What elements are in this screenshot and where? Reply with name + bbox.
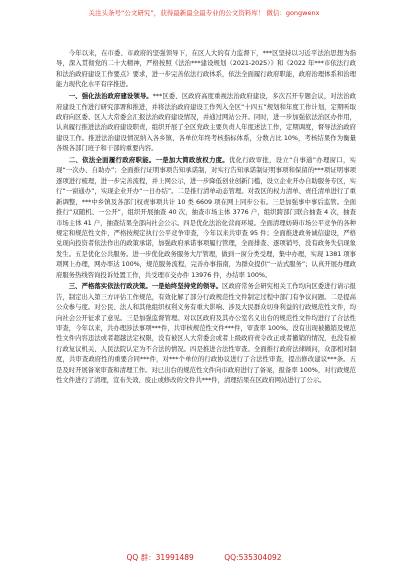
paragraph-body: ***区委、区政府高度重视法治政府建设，多次召开专题会议，对法治政府建设工作进行研究部署和推进，并将法治政府建设工作列入全区“十四五”规划和年度工作计划，定期听取政府向区委、区人大常委会汇报法治政府建设情况，并通过网站公开。同时，进一步加强依法治区办作用，认真履行推进法治政府建设职责，组织开展了全区党政主要负责人年度述法工作，定期调度，督导法治政府建设工作。推进法治建设情况纳入各乡镇、各单位年终考核指标体系，分数占比 10%，考核结果作为衡量各级各部门班子和干部的重要内容。 bbox=[56, 92, 356, 153]
paragraph-section-1 bbox=[56, 91, 356, 153]
footer-contacts bbox=[0, 552, 408, 563]
footer-qq: QQ:535304092 bbox=[224, 553, 282, 562]
paragraph-body: 区政府常务会研究相关工作均向区委进行请示报告，制定出入第三方评估工作规范，有效化解了部分行政规范性文件制定过程中部门有争议问题。二是提高公众参与度。对公民、法人和其他组织权利义务有重大影响、涉及大民群众切身利益的行政规范性文件，均向社会公开征求了意见。三是加强监督管理。对以区政府及其办公室名义出台的规范性文件均进行了合法性审查，今年以来，共办理涉法事项***件，共审核规范性文件***件，审查率 100%。没有出现被撤销及规范性文件内容违法或者超越法定权限，没有被区人大常委会或者上级政府责令改正或者撤销的情况，也没有被行政复议机关、人民法院认定为不合法的情况。四是推进合法性审查。全面推行政府法律顾问，众部相对制度，共审查政府性的重要合同***件，对***个单位的行政协议进行了合法性审查，提出修改建议***条。五是及时开展备案审查和清理工作。对已出台的规范性文件向市政府进行了备案，报备率 100%，对行政规范性文件进行了清理，宣布失效、废止或修改的文件共***件，清理结果在区政府网站进行了公示。 bbox=[56, 282, 356, 385]
section-heading: 一、强化法治政府建设领导。 bbox=[68, 92, 153, 101]
paragraph-section-2 bbox=[56, 155, 356, 280]
document-page bbox=[56, 48, 356, 387]
paragraph-intro bbox=[56, 48, 356, 90]
section-heading: 二、依法全面履行政府职能。一是加大简政放权力度。 bbox=[68, 156, 229, 165]
banner-text: 关注头条号“公文研究”，获得最新最全最专业的公文资料库！ 微信：gongwenx bbox=[88, 9, 320, 17]
paragraph-body: 今年以来，在市委、市政府的坚强领导下，在区人大的有力监督下，***区坚持以习近平法治思想为指导，深入贯彻党的二十大精神，严格按照《法治***建设规划（2021-2025）》和《2022 年***市依法行政和法治政府建设工作要点》要求，进一步完善依法行政体系，依法全面履行政府职能，政府治理体系和治理能力现代化水平有序推进。 bbox=[56, 49, 356, 89]
paragraph-section-3 bbox=[56, 281, 356, 385]
paragraph-body: 优化行政审批，设立“自事通”办理窗口，实现“一次办、自助办”；全面推行证明事项告知承诺制，对实行告知承诺制证明事项和保留的***项证明事项逐项进行梳理，进一步完善流程，并上网公示，进一步降低创业创新门槛，设立企业开办自助服务专区，实行“一窗通办”，实现企业开办“一日办结”。二是推行清单动态管理。对我区的权力清单、责任清单进行了重新调整，***中乡镇及各部门权责事项共计 10 类 6609 项在网上同步公布。三是加强事中事后监管。全面推行“双随机、一公开”，组织开展抽查 40 次，抽查市场主体 3776 户，组织跨部门联合抽查 4 次，抽查市场主体 41 户，抽查结果全部向社会公示。四是优化法治化营商环境。全面清理妨碍市场公平竞争的各种规定和规范性文件，严格按规定执行公平竞争审查，今年以来共审查 95 件；全面推进政务诚信建设，严格兑现向投资者依法作出的政策承诺，加强政府承诺事项履行管理，全面排查、逐项销号，没有政务失信现象发生。五是优化公共服务。进一步优化政务服务大厅管理，做到一窗分类受理，集中办理，实现 1381 项事项网上办理，网办率达 100%，规范服务流程，完善办事指南，为群众提供“一站式服务”；认真开展办理政府服务热线咨询投诉处置工作，共受理市交办件 13976 件，办结率 100%。 bbox=[56, 156, 356, 279]
header-banner bbox=[0, 0, 408, 15]
section-heading: 三、严格落实依法行政决策。一是始终坚持党的领导。 bbox=[68, 282, 222, 291]
footer-qq-group: QQ 群：31991489 bbox=[126, 553, 194, 562]
